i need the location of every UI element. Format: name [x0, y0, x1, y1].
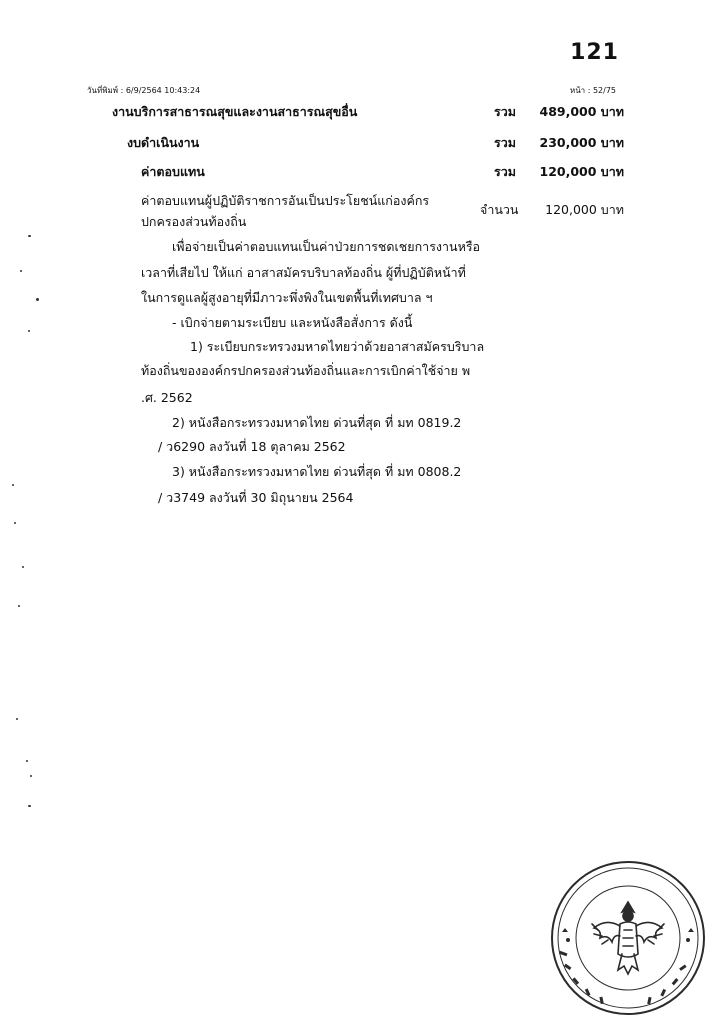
detail-amount: 120,000 บาท: [545, 202, 624, 217]
body-line-2: เวลาที่เสียไป ให้แก่ อาสาสมัครบริบาลท้องถิ่น ผู้ที่ปฏิบัติหน้าที่: [141, 265, 466, 280]
row-amount: 230,000 บาท: [539, 135, 624, 150]
scan-speck: [22, 566, 24, 568]
body-line-10: 3) หนังสือกระทรวงมหาดไทย ด่วนที่สุด ที่ มท 0808.2: [172, 464, 462, 479]
row-amount: 120,000 บาท: [539, 164, 624, 179]
page-number: 121: [570, 40, 619, 65]
row-label: งานบริการสาธารณสุขและงานสาธารณสุขอื่น: [112, 104, 358, 119]
body-line-4: - เบิกจ่ายตามระเบียบ และหนังสือสั่งการ ดังนี้: [172, 315, 413, 330]
body-line-3: ในการดูแลผู้สูงอายุที่มีภาวะพึ่งพิงในเขตพื้นที่เทศบาล ฯ: [141, 290, 433, 305]
body-line-11: / ว3749 ลงวันที่ 30 มิถุนายน 2564: [158, 490, 354, 505]
body-line-7: .ศ. 2562: [141, 390, 193, 405]
scan-speck: [12, 484, 14, 486]
scan-speck: [18, 605, 20, 607]
page-counter: หน้า : 52/75: [569, 86, 616, 95]
body-line-1: เพื่อจ่ายเป็นค่าตอบแทนเป็นค่าป่วยการชดเชยการงานหรือ: [172, 239, 481, 254]
scan-speck: [28, 330, 30, 332]
row-unit: รวม: [494, 164, 516, 179]
body-line-8: 2) หนังสือกระทรวงมหาดไทย ด่วนที่สุด ที่ มท 0819.2: [172, 415, 462, 430]
row-unit: รวม: [494, 104, 516, 119]
budget-row-compensation: [0, 163, 724, 181]
garuda-seal-icon: [548, 858, 708, 1018]
scan-speck: [36, 298, 39, 301]
row-label: งบดำเนินงาน: [127, 135, 200, 150]
row-amount: 489,000 บาท: [539, 104, 624, 119]
scan-speck: [26, 760, 28, 762]
body-line-6: ท้องถิ่นขององค์กรปกครองส่วนท้องถิ่นและการเบิกค่าใช้จ่าย พ: [141, 363, 471, 378]
scan-speck: [30, 775, 32, 777]
body-line-5: 1) ระเบียบกระทรวงมหาดไทยว่าด้วยอาสาสมัครบริบาล: [190, 339, 485, 354]
scan-speck: [28, 235, 31, 237]
detail-label: ค่าตอบแทนผู้ปฏิบัติราชการอันเป็นประโยชน์แก่องค์กรปกครองส่วนท้องถิ่น: [141, 193, 430, 229]
row-unit: รวม: [494, 135, 516, 150]
budget-row-health-services: [0, 103, 724, 121]
scan-speck: [16, 718, 18, 720]
body-line-9: / ว6290 ลงวันที่ 18 ตุลาคม 2562: [158, 439, 346, 454]
detail-unit: จำนวน: [480, 202, 519, 217]
print-date: วันที่พิมพ์ : 6/9/2564 10:43:24: [87, 86, 201, 95]
scan-speck: [14, 522, 16, 524]
row-label: ค่าตอบแทน: [141, 164, 205, 179]
scan-speck: [28, 805, 31, 807]
scan-speck: [20, 270, 22, 272]
budget-row-operating: [0, 134, 724, 152]
